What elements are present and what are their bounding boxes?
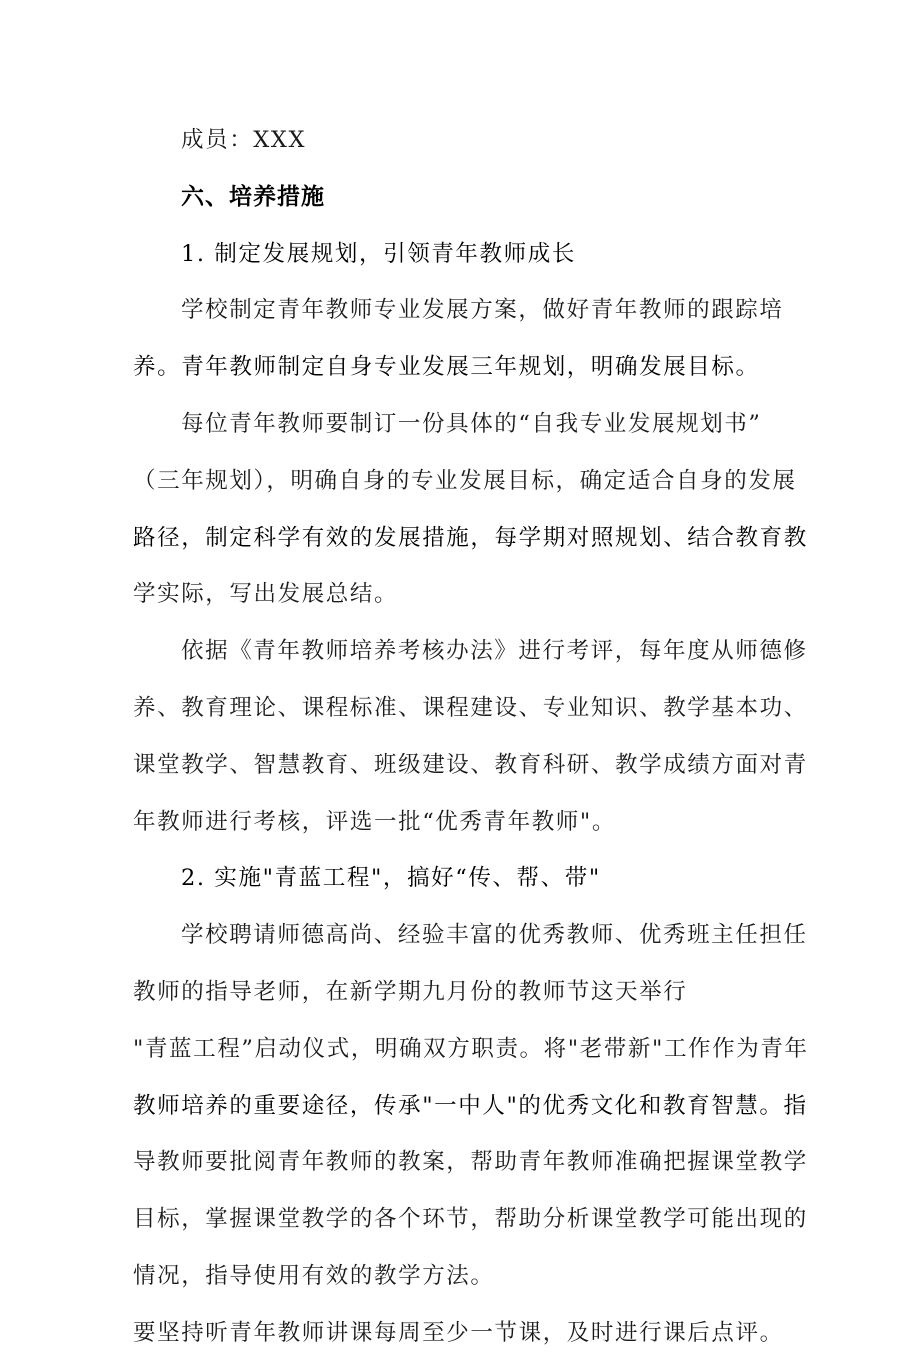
- paragraph-line: 学实际，写出发展总结。: [133, 581, 399, 608]
- paragraph-line: 教师培养的重要途径，传承"一中人"的优秀文化和教育智慧。指: [133, 1092, 808, 1119]
- paragraph-line: 年教师进行考核，评选一批“优秀青年教师"。: [133, 808, 616, 835]
- paragraph-line: 导教师要批阅青年教师的教案，帮助青年教师准确把握课堂教学: [133, 1149, 808, 1176]
- paragraph-line: 教师的指导老师，在新学期九月份的教师节这天举行: [133, 978, 688, 1005]
- paragraph-line: 目标，掌握课堂教学的各个环节，帮助分析课堂教学可能出现的: [133, 1206, 808, 1233]
- paragraph-line: 每位青年教师要制订一份具体的“自我专业发展规划书”: [181, 410, 762, 437]
- members-line: 成员：XXX: [181, 127, 307, 153]
- paragraph-line: 路径，制定科学有效的发展措施，每学期对照规划、结合教育教: [133, 524, 808, 551]
- section-heading: 六、培养措施: [181, 183, 325, 210]
- paragraph-line: 情况，指导使用有效的教学方法。: [133, 1262, 495, 1289]
- paragraph-line: 依据《青年教师培养考核办法》进行考评，每年度从师德修: [181, 638, 808, 665]
- paragraph-line: 养。青年教师制定自身专业发展三年规划，明确发展目标。: [133, 354, 760, 381]
- paragraph-line: （三年规划），明确自身的专业发展目标，确定适合自身的发展: [133, 467, 797, 494]
- paragraph-line: 要坚持听青年教师讲课每周至少一节课，及时进行课后点评。: [133, 1319, 784, 1346]
- subsection-heading-2: 2. 实施"青蓝工程"，搞好“传、帮、带": [181, 865, 601, 892]
- paragraph-line: 养、教育理论、课程标准、课程建设、专业知识、教学基本功、: [133, 694, 808, 721]
- paragraph-line: 学校聘请师德高尚、经验丰富的优秀教师、优秀班主任担任: [181, 922, 808, 949]
- paragraph-line: 学校制定青年教师专业发展方案，做好青年教师的跟踪培: [181, 297, 784, 324]
- subsection-heading-1: 1. 制定发展规划，引领青年教师成长: [181, 240, 576, 267]
- paragraph-line: 课堂教学、智慧教育、班级建设、教育科研、教学成绩方面对青: [133, 751, 808, 778]
- paragraph-line: "青蓝工程”启动仪式，明确双方职责。将"老带新"工作作为青年: [133, 1035, 809, 1062]
